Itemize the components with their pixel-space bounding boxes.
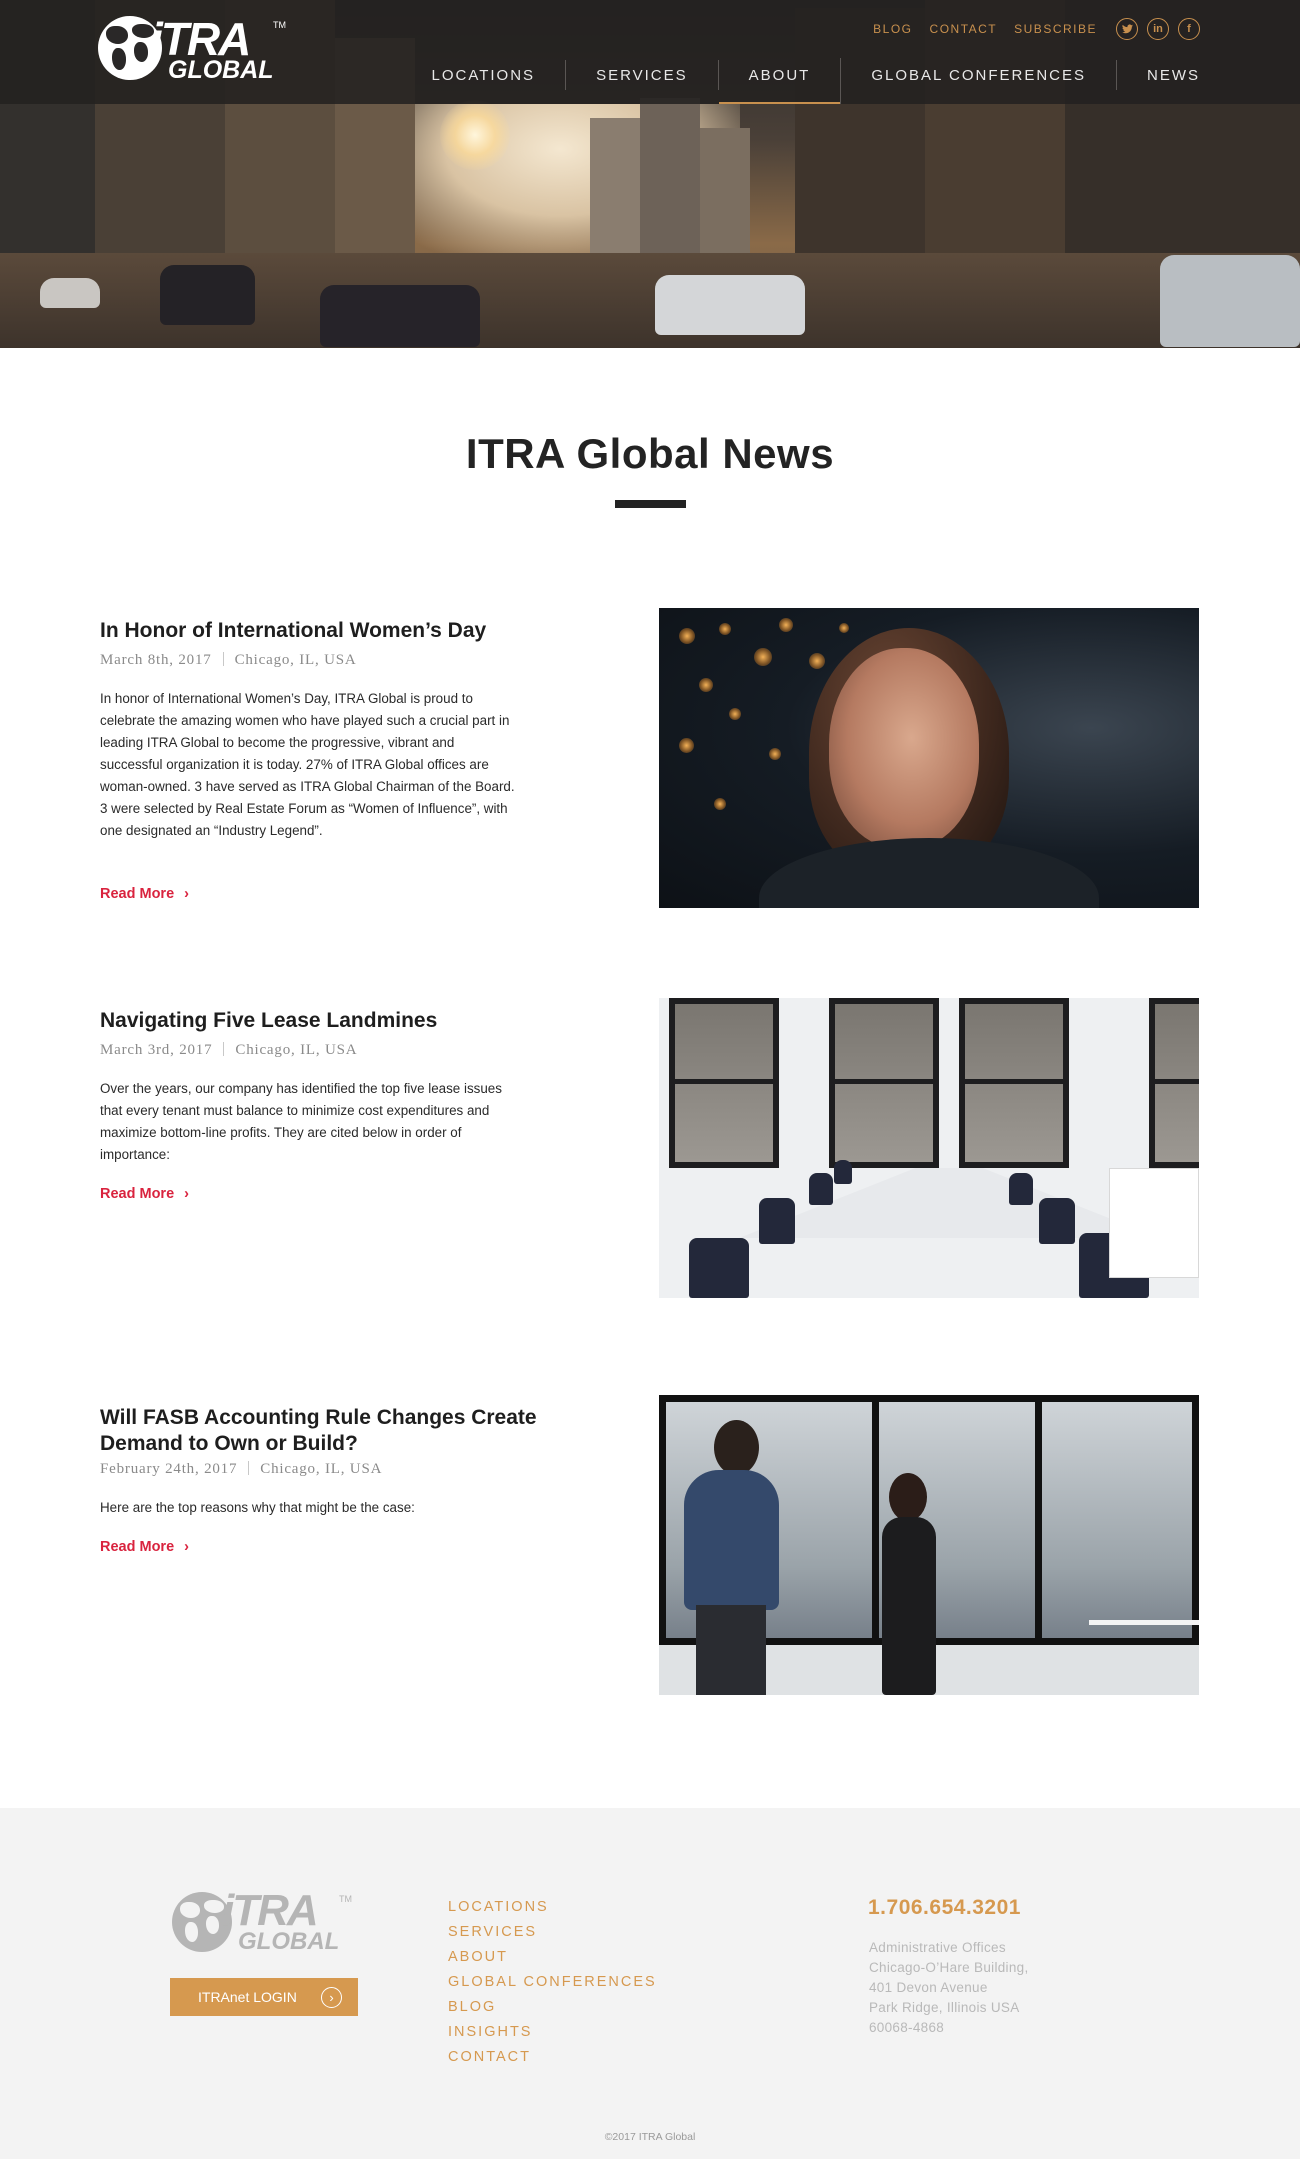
article-excerpt: In honor of International Women’s Day, ITRA Global is proud to celebrate the amazing women who have played such a crucial part in leading ITRA Global to become the progressive, vibrant and successful organization it is today. 27% of ITRA Global offices are woman-owned. 3 have served as ITRA Global Chairman of the Board. 3 were selected by Real Estate Forum as “Women of Influence”, with one designated an “Industry Legend”. — [100, 691, 515, 838]
news-article — [100, 1008, 1200, 1308]
article-date: March 3rd, 2017 — [100, 1042, 213, 1058]
article-excerpt: Here are the top reasons why that might be the case: — [100, 1500, 415, 1515]
facebook-icon[interactable]: f — [1178, 18, 1200, 40]
read-more-label: Read More — [100, 1539, 175, 1555]
article-image[interactable] — [659, 998, 1199, 1298]
article-image[interactable] — [659, 1395, 1199, 1695]
hero-car — [40, 278, 100, 308]
article-meta — [100, 652, 357, 669]
linkedin-icon[interactable]: in — [1147, 18, 1169, 40]
subscribe-link[interactable]: SUBSCRIBE — [1014, 22, 1097, 36]
read-more-link[interactable] — [100, 1539, 189, 1555]
nav-about[interactable]: ABOUT — [719, 58, 842, 104]
nav-news[interactable]: NEWS — [1147, 67, 1200, 84]
address-line: 401 Devon Avenue — [869, 1980, 988, 1995]
meta-divider — [223, 652, 224, 666]
title-underline — [615, 500, 686, 508]
article-date: March 8th, 2017 — [100, 652, 212, 668]
twitter-icon[interactable] — [1116, 18, 1138, 40]
footer-link-contact[interactable]: CONTACT — [448, 2049, 532, 2065]
article-title[interactable]: In Honor of International Women’s Day — [100, 619, 487, 642]
footer-link-insights[interactable]: INSIGHTS — [448, 2024, 533, 2040]
social-links — [1116, 18, 1200, 40]
blog-link[interactable]: BLOG — [873, 22, 913, 36]
news-article — [100, 1405, 1200, 1705]
hero-building — [640, 98, 700, 268]
chevron-right-icon: › — [184, 1539, 189, 1555]
footer-link-about[interactable]: ABOUT — [448, 1949, 508, 1965]
contact-link[interactable]: CONTACT — [929, 22, 998, 36]
site-footer — [0, 1808, 1300, 2159]
utility-links — [873, 18, 1200, 40]
footer-link-services[interactable]: SERVICES — [448, 1924, 538, 1940]
hero-sun-glare — [440, 100, 510, 170]
hero-car — [655, 275, 805, 335]
article-title[interactable]: Navigating Five Lease Landmines — [100, 1009, 438, 1032]
address-line: Administrative Offices — [869, 1940, 1006, 1955]
nav-global-conferences[interactable]: GLOBAL CONFERENCES — [841, 60, 1117, 90]
login-label: ITRAnet LOGIN — [198, 1989, 297, 2005]
article-meta — [100, 1042, 357, 1059]
footer-nav — [448, 1895, 657, 2070]
hero-car — [320, 285, 480, 347]
meta-divider — [223, 1042, 224, 1056]
read-more-label: Read More — [100, 886, 175, 902]
read-more-link[interactable] — [100, 1186, 189, 1202]
article-date: February 24th, 2017 — [100, 1461, 238, 1477]
article-excerpt: Over the years, our company has identified the top five lease issues that every tenant must balance to minimize cost expenditures and maximize bottom-line profits. They are cited below in order of importance: — [100, 1081, 502, 1162]
address-line: Park Ridge, Illinois USA — [869, 2000, 1020, 2015]
footer-address — [869, 1938, 1029, 2038]
article-image[interactable] — [659, 608, 1199, 908]
footer-link-blog[interactable]: BLOG — [448, 1999, 497, 2015]
itra-global-logo[interactable] — [98, 14, 298, 86]
arrow-right-icon: › — [321, 1987, 342, 2008]
logo-trademark: TM — [273, 20, 286, 30]
main-nav — [401, 58, 1200, 104]
logo-trademark: TM — [339, 1894, 352, 1904]
hero-building — [590, 118, 640, 268]
footer-phone[interactable]: 1.706.654.3201 — [868, 1896, 1021, 1919]
hero-car — [160, 265, 255, 325]
itranet-login-button[interactable] — [170, 1978, 358, 2016]
copyright: ©2017 ITRA Global — [604, 2131, 696, 2143]
article-location: Chicago, IL, USA — [260, 1461, 383, 1477]
chevron-right-icon: › — [184, 1186, 189, 1202]
address-line: Chicago-O’Hare Building, — [869, 1960, 1029, 1975]
footer-link-global-conferences[interactable]: GLOBAL CONFERENCES — [448, 1974, 657, 1990]
page-title: ITRA Global News — [465, 430, 835, 477]
top-navigation-bar — [0, 0, 1300, 104]
chevron-right-icon: › — [184, 886, 189, 902]
hero-car — [1160, 255, 1300, 347]
logo-wordmark: iTRA — [150, 13, 250, 65]
read-more-link[interactable] — [100, 886, 189, 902]
logo-subtitle: GLOBAL — [238, 1928, 340, 1955]
article-location: Chicago, IL, USA — [235, 1042, 358, 1058]
nav-services[interactable]: SERVICES — [566, 60, 719, 90]
footer-logo[interactable] — [172, 1886, 372, 1958]
hero-banner — [0, 0, 1300, 348]
article-meta — [100, 1461, 382, 1478]
meta-divider — [248, 1461, 249, 1475]
news-article — [100, 618, 1200, 918]
article-location: Chicago, IL, USA — [234, 652, 357, 668]
read-more-label: Read More — [100, 1186, 175, 1202]
nav-locations[interactable]: LOCATIONS — [401, 60, 566, 90]
footer-link-locations[interactable]: LOCATIONS — [448, 1899, 549, 1915]
logo-subtitle: GLOBAL — [168, 56, 274, 84]
article-title[interactable]: Will FASB Accounting Rule Changes Create Demand to Own or Build? — [100, 1406, 537, 1455]
logo-wordmark: iTRA — [222, 1886, 317, 1935]
address-line: 60068-4868 — [869, 2020, 945, 2035]
hero-building — [700, 128, 750, 268]
